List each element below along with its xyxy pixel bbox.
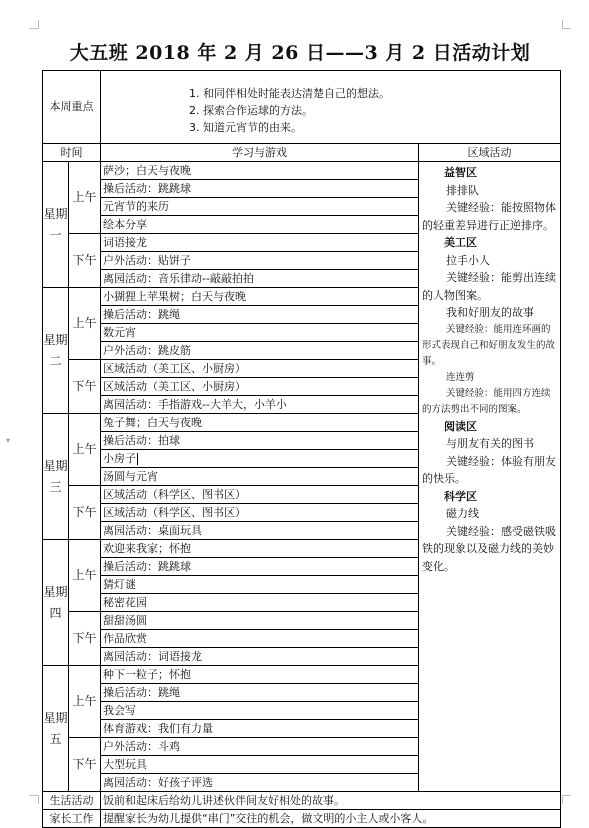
- activity-text: 操后活动：拍球: [103, 433, 180, 447]
- morning-label: 上午: [69, 414, 101, 486]
- focus-item: 1. 和同伴相处时能表达清楚自己的想法。: [189, 86, 390, 100]
- activity-text: 户外活动：斗鸡: [103, 739, 180, 753]
- area-line: 关键经验：能用四方连续的方法剪出不同的图案。: [422, 387, 551, 415]
- area-line: 关键经验：体验有朋友的快乐。: [422, 454, 556, 485]
- page-title: 大五班 2018 年 2 月 26 日——3 月 2 日活动计划: [69, 42, 531, 64]
- area-heading: 阅读区: [444, 419, 477, 433]
- activity-text: 元宵节的来历: [103, 199, 169, 213]
- activity-text: 汤圆与元宵: [103, 469, 158, 483]
- activity-cell: [101, 738, 419, 756]
- area-line: 我和好朋友的故事: [446, 306, 534, 319]
- day-label: 星期一: [43, 162, 69, 288]
- activity-text: 绘本分享: [103, 217, 147, 231]
- activity-cell: [101, 414, 419, 432]
- activity-cell: [101, 360, 419, 378]
- schedule-row: [43, 162, 561, 180]
- morning-label: 上午: [69, 288, 101, 360]
- plan-table-body: [43, 71, 561, 828]
- activity-cell: [101, 504, 419, 522]
- area-activities: [419, 162, 561, 792]
- activity-text: 小猢狸上苹果树；白天与夜晚: [103, 289, 246, 303]
- activity-text: 甜甜汤圆: [103, 613, 147, 627]
- activity-cell: [101, 774, 419, 792]
- activity-text: 数元宵: [103, 325, 136, 339]
- area-line: 关键经验：感受磁铁吸铁的现象以及磁力线的美妙变化。: [422, 524, 556, 573]
- area-section: [422, 322, 557, 418]
- activity-cell: [101, 756, 419, 774]
- day-label: 星期三: [43, 414, 69, 540]
- morning-label: 上午: [69, 666, 101, 738]
- day-label: 星期二: [43, 288, 69, 414]
- activity-text: 区域活动（科学区、图书区）: [103, 505, 246, 519]
- activity-cell: [101, 270, 419, 288]
- focus-content: [101, 71, 561, 144]
- area-line: 拉手小人: [446, 253, 490, 267]
- activity-cell: [101, 630, 419, 648]
- area-heading: 科学区: [444, 489, 477, 503]
- afternoon-label: 下午: [69, 360, 101, 414]
- area-section: [422, 488, 557, 576]
- area-section: [422, 164, 557, 234]
- activity-text: 萨沙；白天与夜晚: [103, 163, 191, 177]
- activity-text: 体育游戏：我们有力量: [103, 721, 213, 735]
- activity-text: 离园活动：手指游戏--大羊大，小羊小: [103, 397, 287, 411]
- activity-text: 操后活动：跳绳: [103, 307, 180, 321]
- activity-text: 小房子: [103, 451, 136, 465]
- activity-cell: [101, 558, 419, 576]
- activity-cell: [101, 702, 419, 720]
- activity-text: 操后活动：跳跳球: [103, 559, 191, 573]
- activity-cell: [101, 180, 419, 198]
- activity-text: 作品欣赏: [103, 631, 147, 645]
- focus-row: [43, 71, 561, 144]
- activity-cell: [101, 540, 419, 558]
- area-line: 关键经验：能按照物体的轻重差异进行正逆排序。: [422, 201, 556, 232]
- activity-cell: [101, 198, 419, 216]
- activity-text: 我会写: [103, 703, 136, 717]
- activity-text: 户外活动：贴饼子: [103, 253, 191, 267]
- crop-mark-top-right: [562, 20, 571, 29]
- afternoon-label: 下午: [69, 234, 101, 288]
- afternoon-label: 下午: [69, 738, 101, 792]
- activity-cell: [101, 522, 419, 540]
- area-section: [422, 234, 557, 322]
- area-line: 排排队: [446, 183, 479, 197]
- activity-plan-table: [42, 70, 561, 828]
- activity-text: 区域活动（美工区、小厨房）: [103, 379, 246, 393]
- activity-cell: [101, 594, 419, 612]
- footer-label: 生活活动: [43, 792, 101, 810]
- afternoon-label: 下午: [69, 612, 101, 666]
- activity-cell: [101, 324, 419, 342]
- activity-cell: [101, 612, 419, 630]
- activity-text: 秘密花园: [103, 595, 147, 609]
- activity-text: 离园活动：音乐律动--敲敲拍拍: [103, 271, 254, 285]
- activity-cell: [101, 252, 419, 270]
- area-line: 关键经验：能剪出连续的人物图案。: [422, 271, 556, 302]
- activity-text: 欢迎来我家；怀抱: [103, 541, 191, 555]
- activity-text: 操后活动：跳跳球: [103, 181, 191, 195]
- activity-cell: [101, 720, 419, 738]
- footer-text: 饭前和起床后给幼儿讲述伙伴间友好相处的故事。: [101, 792, 561, 810]
- focus-item: 3. 知道元宵节的由来。: [189, 120, 302, 134]
- activity-text: 区域活动（科学区、图书区）: [103, 487, 246, 501]
- crop-mark-top-left: [30, 20, 39, 29]
- header-area: 区域活动: [419, 144, 561, 162]
- activity-cell: [101, 396, 419, 414]
- activity-cell: [101, 216, 419, 234]
- activity-text: 词语接龙: [103, 235, 147, 249]
- header-row: [43, 144, 561, 162]
- activity-cell: [101, 684, 419, 702]
- activity-cell: [101, 576, 419, 594]
- footer-text: 提醒家长为幼儿提供“串门”交往的机会，做文明的小主人或小客人。: [101, 810, 561, 828]
- activity-cell: [101, 342, 419, 360]
- activity-text: 离园活动：词语接龙: [103, 649, 202, 663]
- morning-label: 上午: [69, 540, 101, 612]
- focus-list: [101, 85, 560, 136]
- activity-cell: [101, 468, 419, 486]
- area-heading: 美工区: [444, 236, 477, 249]
- afternoon-label: 下午: [69, 486, 101, 540]
- activity-cell: [101, 648, 419, 666]
- activity-text: 离园活动：好孩子评选: [103, 775, 213, 789]
- footer-row: [43, 792, 561, 810]
- day-label: 星期四: [43, 540, 69, 666]
- activity-cell: [101, 162, 419, 180]
- activity-text: 户外活动：跳皮筋: [103, 343, 191, 357]
- activity-cell: [101, 432, 419, 450]
- margin-marker: ▾: [6, 436, 11, 445]
- activity-cell: [101, 666, 419, 684]
- text-cursor: [137, 453, 138, 465]
- area-line: 磁力线: [446, 507, 479, 520]
- activity-cell: [101, 450, 419, 468]
- activity-cell: [101, 378, 419, 396]
- header-learn: 学习与游戏: [101, 144, 419, 162]
- area-heading: 益智区: [444, 166, 477, 179]
- activity-cell: [101, 234, 419, 252]
- area-line: 连连剪: [446, 371, 475, 383]
- morning-label: 上午: [69, 162, 101, 234]
- activity-text: 离园活动：桌面玩具: [103, 523, 202, 537]
- activity-text: 操后活动：跳绳: [103, 685, 180, 699]
- footer-label: 家长工作: [43, 810, 101, 828]
- activity-text: 种下一粒子；怀抱: [103, 667, 191, 681]
- area-line: 与朋友有关的图书: [446, 437, 534, 450]
- area-section: [422, 418, 557, 488]
- footer-row: [43, 810, 561, 828]
- header-time: 时间: [43, 144, 101, 162]
- focus-item: 2. 探索合作运球的方法。: [189, 103, 313, 117]
- activity-text: 猜灯谜: [103, 577, 136, 591]
- activity-text: 兔子舞；白天与夜晚: [103, 415, 202, 429]
- crop-mark-bottom-left: [30, 795, 39, 804]
- activity-text: 区域活动（美工区、小厨房）: [103, 361, 246, 375]
- crop-mark-bottom-right: [562, 795, 571, 804]
- activity-cell: [101, 486, 419, 504]
- day-label: 星期五: [43, 666, 69, 792]
- area-line: 关键经验：能用连环画的形式表现自己和好朋友发生的故事。: [422, 323, 556, 367]
- focus-label: 本周重点: [43, 71, 101, 144]
- activity-cell: [101, 288, 419, 306]
- activity-cell: [101, 306, 419, 324]
- activity-text: 大型玩具: [103, 757, 147, 771]
